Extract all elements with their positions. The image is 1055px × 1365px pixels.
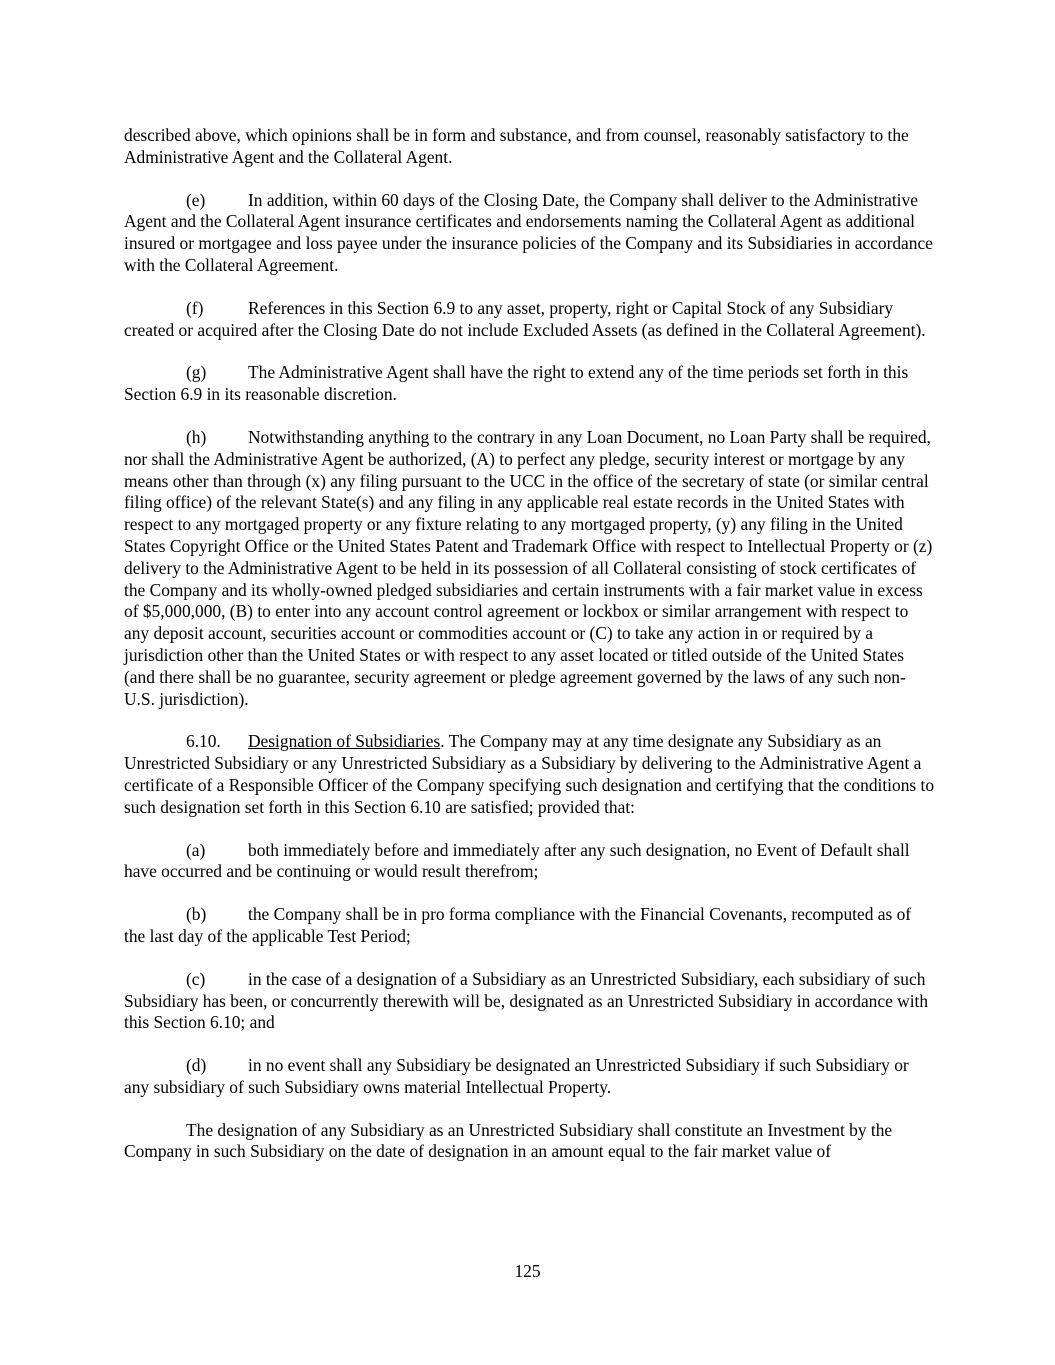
clause-number: (e) — [186, 189, 206, 210]
section-6-10 — [124, 731, 936, 818]
clause-number: (g) — [186, 362, 207, 383]
clause-number: (f) — [186, 297, 204, 318]
clause-h — [124, 427, 936, 710]
clause-f — [124, 298, 936, 342]
document-body — [124, 125, 936, 1184]
page-number: 125 — [514, 1261, 541, 1281]
clause-a — [124, 840, 936, 884]
clause-g — [124, 362, 936, 406]
clause-text: both immediately before and immediately after any such designation, no Event of Default shall have occurred and be continuing or would result therefrom; — [124, 839, 910, 882]
clause-b — [124, 904, 936, 948]
clause-number: (d) — [186, 1055, 207, 1076]
paragraph-continuation — [124, 125, 936, 169]
paragraph-final — [124, 1120, 936, 1164]
clause-text: the Company shall be in pro forma compliance with the Financial Covenants, recomputed as of the last day of the applicable Test Period; — [124, 904, 912, 946]
clause-number: (c) — [186, 968, 206, 989]
section-heading: Designation of Subsidiaries — [248, 731, 441, 752]
clause-text: In addition, within 60 days of the Closing Date, the Company shall deliver to the Administrative Agent and the Collateral Agent insurance certificates and endorsements naming the Collateral Agent as additional insured or mortgagee and loss payee under the insurance policies of the Company and its Subsidiaries in accordance with the Collateral Agreement. — [124, 189, 933, 275]
clause-d — [124, 1055, 936, 1099]
clause-text: in the case of a designation of a Subsidiary as an Unrestricted Subsidiary, each subsidiary of such Subsidiary has been, or concurrently therewith will be, designated as an Unrestricted Subsidiary in accordance with this Section 6.10; and — [124, 968, 929, 1033]
section-number: 6.10. — [186, 731, 221, 752]
clause-text: The Administrative Agent shall have the right to extend any of the time periods set forth in this Section 6.9 in its reasonable discretion. — [124, 362, 909, 405]
section-text: . The Company may at any time designate any Subsidiary as an Unrestricted Subsidiary or any Unrestricted Subsidiary as a Subsidiary by delivering to the Administrative Agent a certificate of a Responsible Officer of the Company specifying such designation and certifying that the conditions to such designation set forth in this Section 6.10 are satisfied; provided that: — [124, 731, 935, 817]
clause-text: References in this Section 6.9 to any asset, property, right or Capital Stock of any Subsidiary created or acquired after the Closing Date do not include Excluded Assets (as defined in the Collateral Agreement). — [124, 297, 926, 340]
paragraph-text: The designation of any Subsidiary as an Unrestricted Subsidiary shall constitute an Investment by the Company in such Subsidiary on the date of designation in an amount equal to the fair market value of — [124, 1119, 893, 1162]
clause-number: (b) — [186, 904, 207, 925]
paragraph-text: described above, which opinions shall be in form and substance, and from counsel, reasonably satisfactory to the Administrative Agent and the Collateral Agent. — [124, 125, 909, 167]
clause-e — [124, 190, 936, 277]
clause-text: in no event shall any Subsidiary be designated an Unrestricted Subsidiary if such Subsidiary or any subsidiary of such Subsidiary owns material Intellectual Property. — [124, 1055, 909, 1097]
clause-number: (h) — [186, 426, 207, 447]
clause-number: (a) — [186, 839, 206, 860]
clause-c — [124, 969, 936, 1034]
clause-text: Notwithstanding anything to the contrary in any Loan Document, no Loan Party shall be required, nor shall the Administrative Agent be authorized, (A) to perfect any pledge, security interest or mortgage by any means other than through (x) any filing pursuant to the UCC in the office of the secretary of state (or similar central filing office) of the relevant State(s) and any filing in any applicable real estate records in the United States with respect to any mortgaged property or any fixture relating to any mortgaged property, (y) any filing in the United States Copyright Office or the United States Patent and Trademark Office with respect to Intellectual Property or (z) delivery to the Administrative Agent to be held in its possession of all Collateral consisting of stock certificates of the Company and its wholly-owned pledged subsidiaries and certain instruments with a fair market value in excess of $5,000,000, (B) to enter into any account control agreement or lockbox or similar arrangement with respect to any deposit account, securities account or commodities account or (C) to take any action in or required by a jurisdiction other than the United States or with respect to any asset located or titled outside of the United States (and there shall be no guarantee, security agreement or pledge agreement governed by the laws of any such non-U.S. jurisdiction). — [124, 426, 933, 709]
